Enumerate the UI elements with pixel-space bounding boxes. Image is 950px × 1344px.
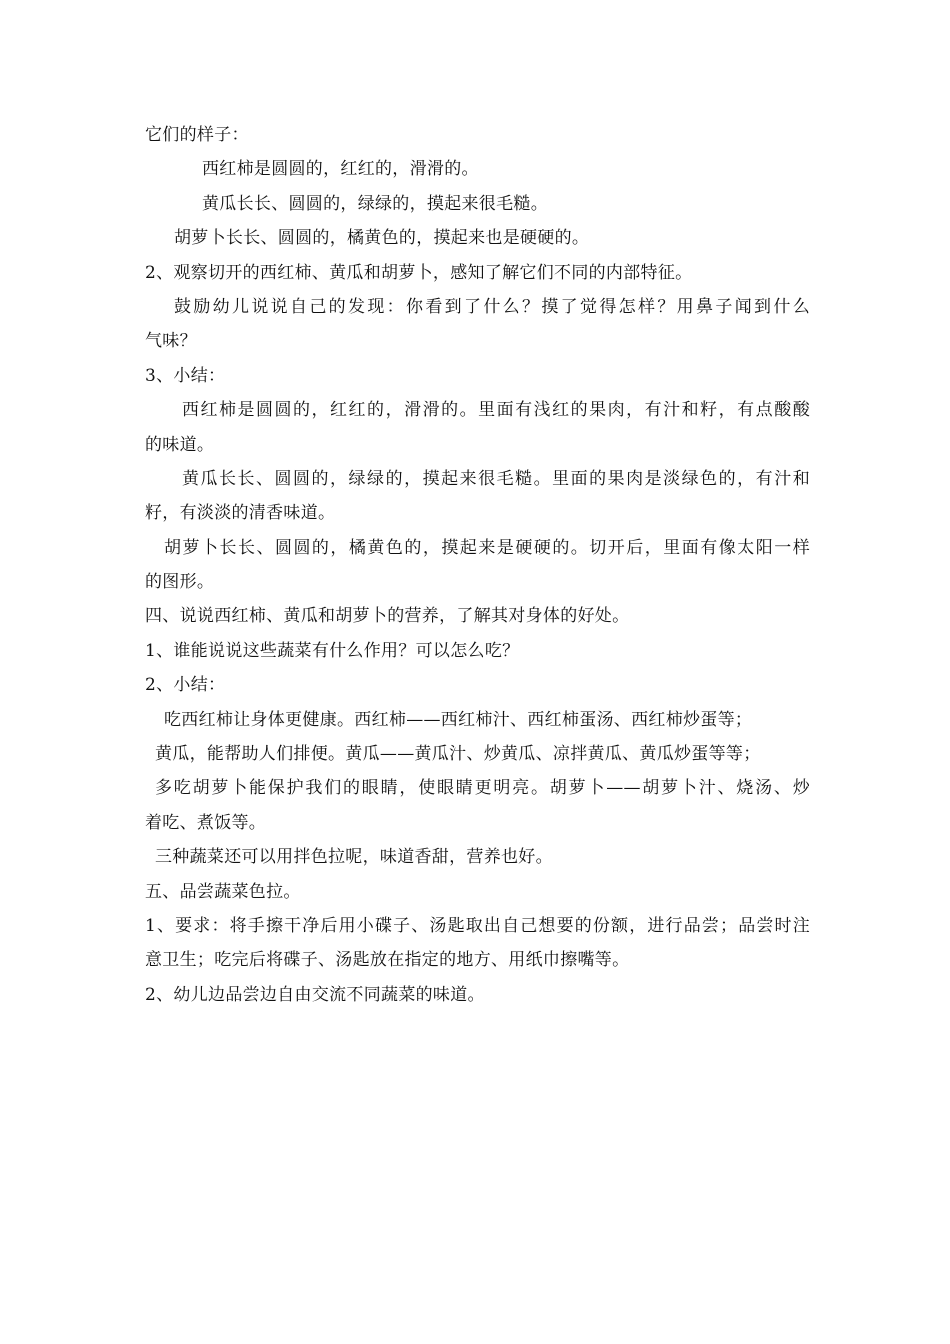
text-line: 胡萝卜长长、圆圆的，橘黄色的，摸起来是硬硬的。切开后，里面有像太阳一样 (164, 537, 810, 558)
text-line: 西红柿是圆圆的，红红的，滑滑的。里面有浅红的果肉，有汁和籽，有点酸酸 (182, 400, 810, 421)
text-line: 黄瓜长长、圆圆的，绿绿的，摸起来很毛糙。 (202, 193, 548, 214)
text-line: 2、观察切开的西红柿、黄瓜和胡萝卜，感知了解它们不同的内部特征。 (145, 262, 693, 283)
text-line: 黄瓜，能帮助人们排便。黄瓜——黄瓜汁、炒黄瓜、凉拌黄瓜、黄瓜炒蛋等等； (155, 744, 761, 765)
text-line: 吃西红柿让身体更健康。西红柿——西红柿汁、西红柿蛋汤、西红柿炒蛋等； (164, 709, 753, 730)
text-line: 它们的样子： (145, 125, 249, 145)
text-line: 五、品尝蔬菜色拉。 (145, 881, 301, 902)
text-line: 气味？ (145, 331, 197, 352)
text-line: 三种蔬菜还可以用拌色拉呢，味道香甜，营养也好。 (155, 847, 553, 868)
text-line: 西红柿是圆圆的，红红的，滑滑的。 (202, 159, 479, 180)
text-line: 3、小结： (145, 365, 226, 386)
text-line: 胡萝卜长长、圆圆的，橘黄色的，摸起来也是硬硬的。 (174, 228, 590, 249)
text-line: 多吃胡萝卜能保护我们的眼睛，使眼睛更明亮。胡萝卜——胡萝卜汁、烧汤、炒 (155, 778, 810, 799)
text-line: 的味道。 (145, 434, 215, 455)
text-line: 2、小结： (145, 675, 226, 696)
document-page (145, 118, 810, 1012)
text-line: 着吃、煮饭等。 (145, 812, 267, 833)
text-line: 鼓励幼儿说说自己的发现：你看到了什么？摸了觉得怎样？用鼻子闻到什么 (174, 296, 810, 317)
text-line: 黄瓜长长、圆圆的，绿绿的，摸起来很毛糙。里面的果肉是淡绿色的，有汁和 (182, 468, 810, 489)
text-line: 意卫生；吃完后将碟子、汤匙放在指定的地方、用纸巾擦嘴等。 (145, 950, 630, 971)
text-line: 的图形。 (145, 572, 215, 593)
text-line: 1、谁能说说这些蔬菜有什么作用？可以怎么吃？ (145, 640, 520, 661)
text-line: 1、要求：将手擦干净后用小碟子、汤匙取出自己想要的份额，进行品尝；品尝时注 (145, 915, 810, 936)
text-line: 四、说说西红柿、黄瓜和胡萝卜的营养，了解其对身体的好处。 (145, 606, 630, 627)
text-line: 2、幼儿边品尝边自由交流不同蔬菜的味道。 (145, 984, 485, 1005)
text-line: 籽，有淡淡的清香味道。 (145, 503, 336, 524)
